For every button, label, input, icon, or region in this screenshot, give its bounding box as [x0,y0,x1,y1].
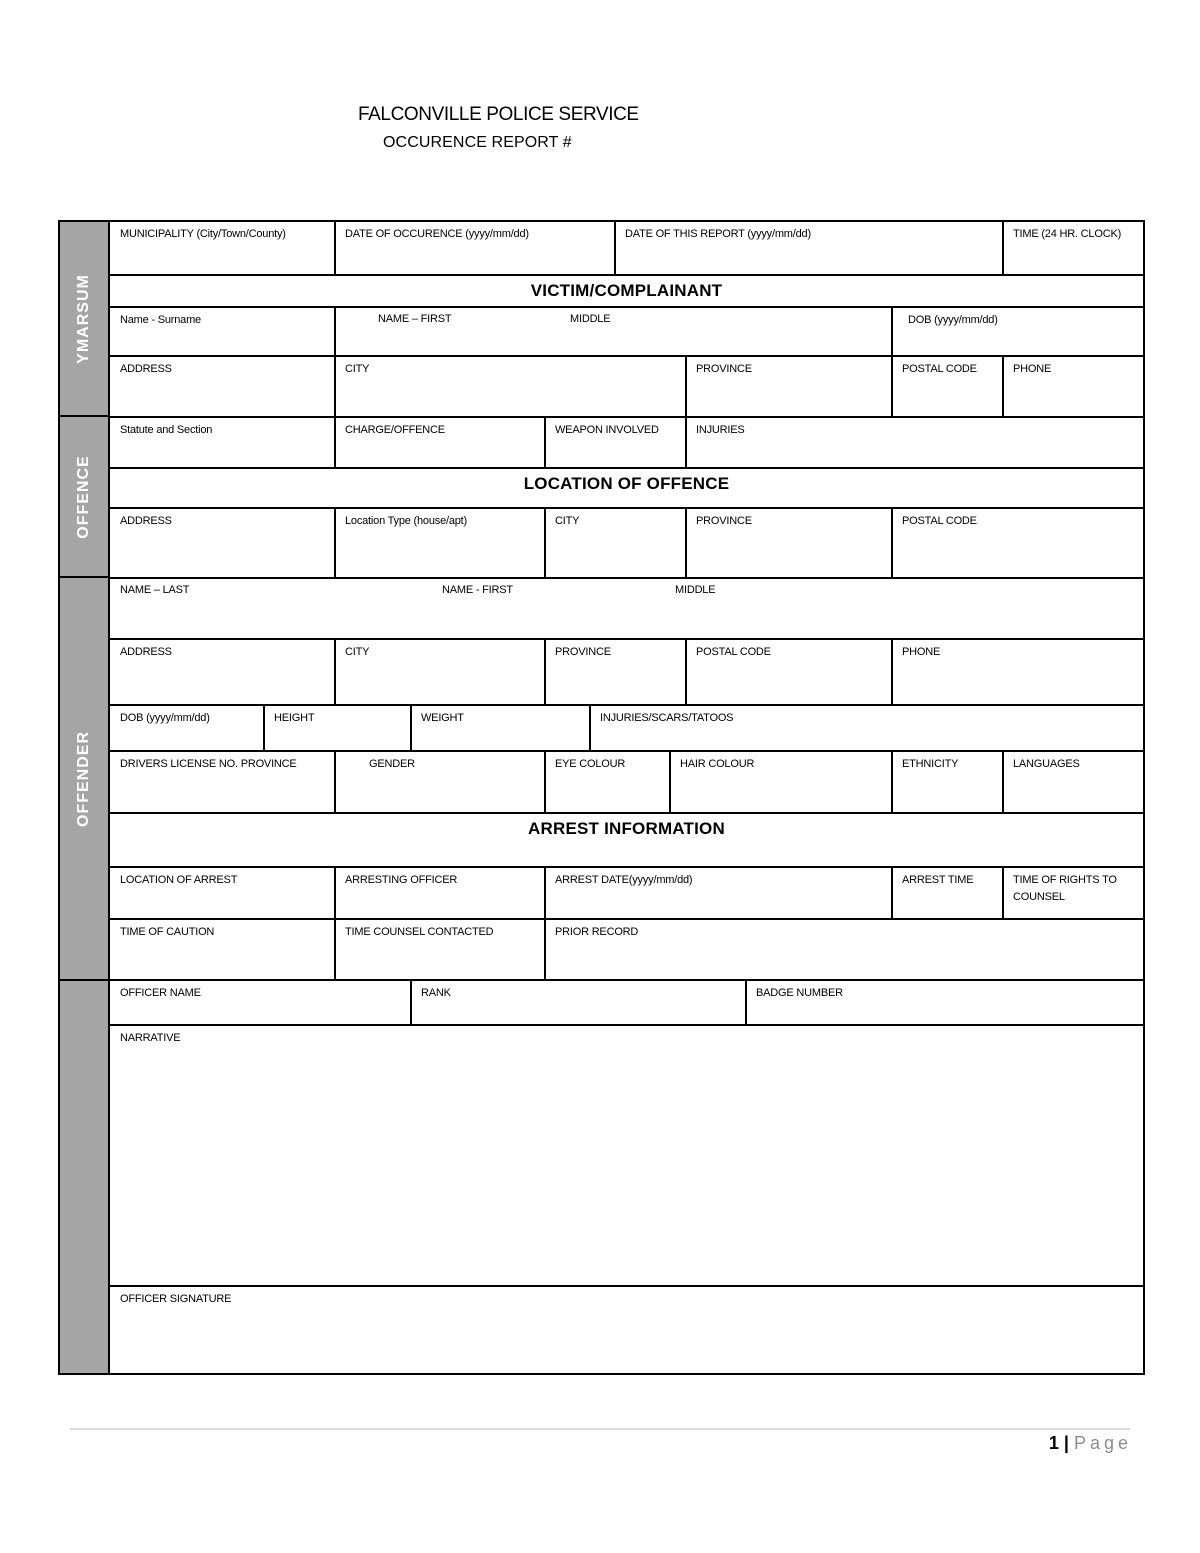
location-address-label: ADDRESS [120,515,172,527]
rights-to-counsel-field[interactable] [1002,868,1143,918]
rank-label: RANK [421,987,451,999]
date-of-occurence-label: DATE OF OCCURENCE (yyyy/mm/dd) [345,228,529,240]
offender-license-field[interactable] [110,752,334,812]
caution-row [110,920,1143,981]
location-postal-field[interactable] [891,509,1143,577]
statute-field[interactable] [110,418,334,467]
offender-license-label: DRIVERS LICENSE NO. PROVINCE [120,758,297,770]
offender-eye-label: EYE COLOUR [555,758,626,770]
victim-surname-label: Name - Surname [120,314,201,326]
sidebar-offence [58,415,110,578]
offender-hair-label: HAIR COLOUR [680,758,755,770]
arrest-date-label: ARREST DATE(yyyy/mm/dd) [555,874,693,886]
arrest-date-field[interactable] [544,868,891,918]
report-subtitle: OCCURENCE REPORT # [383,134,572,151]
arrest-location-field[interactable] [110,868,334,918]
charge-field[interactable] [334,418,544,467]
sidebar-officer [58,979,110,1375]
arrest-location-label: LOCATION OF ARREST [120,874,238,886]
offender-address-label: ADDRESS [120,646,172,658]
municipality-field[interactable] [110,222,334,274]
location-province-field[interactable] [685,509,891,577]
charge-label: CHARGE/OFFENCE [345,424,445,436]
offender-ethnicity-label: ETHNICITY [902,758,959,770]
victim-phone-label: PHONE [1013,363,1052,375]
badge-number-field[interactable] [745,981,1143,1024]
offender-name-field[interactable] [110,579,1143,638]
offender-height-label: HEIGHT [274,712,315,724]
narrative-field[interactable] [110,1026,1143,1285]
arresting-officer-label: ARRESTING OFFICER [345,874,458,886]
page-label: Page [1073,1433,1132,1453]
summary-row [110,222,1143,276]
page-footer [1049,1433,1132,1454]
prior-record-label: PRIOR RECORD [555,926,639,938]
location-heading: LOCATION OF OFFENCE [523,474,730,493]
injuries-field[interactable] [685,418,1143,467]
caution-time-label: TIME OF CAUTION [120,926,215,938]
location-province-label: PROVINCE [696,515,752,527]
offender-scars-label: INJURIES/SCARS/TATOOS [600,712,734,724]
offender-dob-field[interactable] [110,706,263,750]
offender-phone-field[interactable] [891,640,1143,704]
sidebar-offence-label: OFFENCE [75,454,92,539]
narrative-label: NARRATIVE [120,1032,181,1044]
offender-physical-row [110,706,1143,752]
page-separator: | [1063,1433,1069,1453]
date-of-report-label: DATE OF THIS REPORT (yyyy/mm/dd) [625,228,811,240]
sidebar-offender-label: OFFENDER [75,730,92,827]
sidebar-summary-label: YMARSUM [75,273,92,364]
municipality-label: MUNICIPALITY (City/Town/County) [120,228,286,240]
victim-middle-label: MIDDLE [570,313,611,325]
prior-record-field[interactable] [544,920,1143,979]
location-address-field[interactable] [110,509,334,577]
offender-first-label: NAME - FIRST [442,584,513,596]
offender-height-field[interactable] [263,706,410,750]
arrest-heading-row [110,814,1143,868]
offender-gender-label: GENDER [369,758,415,770]
date-of-occurence-field[interactable] [334,222,614,274]
victim-first-label: NAME – FIRST [378,313,452,325]
badge-number-label: BADGE NUMBER [756,987,843,999]
offender-last-label: NAME – LAST [120,584,190,596]
victim-province-field[interactable] [685,357,891,416]
victim-address-row [110,357,1143,418]
location-type-field[interactable] [334,509,544,577]
victim-dob-label: DOB (yyyy/mm/dd) [908,314,998,326]
counsel-contacted-field[interactable] [334,920,544,979]
arrest-heading: ARREST INFORMATION [528,819,725,838]
offender-identity-row [110,752,1143,814]
offender-postal-field[interactable] [685,640,891,704]
time-field[interactable] [1002,222,1143,274]
offender-dob-label: DOB (yyyy/mm/dd) [120,712,210,724]
arresting-officer-field[interactable] [334,868,544,918]
offender-weight-label: WEIGHT [421,712,464,724]
location-type-label: Location Type (house/apt) [345,515,467,527]
sidebar-offender [58,576,110,981]
offence-row [110,418,1143,469]
offender-province-field[interactable] [544,640,685,704]
officer-name-label: OFFICER NAME [120,987,201,999]
offender-middle-label: MIDDLE [675,584,716,596]
offender-name-row [110,579,1143,640]
offender-hair-field[interactable] [669,752,891,812]
form-grid [110,220,1145,1375]
statute-label: Statute and Section [120,424,213,436]
offender-languages-field[interactable] [1002,752,1143,812]
date-of-report-field[interactable] [614,222,1002,274]
narrative-row [110,1026,1143,1287]
victim-first-middle-field[interactable] [334,308,891,355]
victim-address-label: ADDRESS [120,363,172,375]
weapon-field[interactable] [544,418,685,467]
location-city-field[interactable] [544,509,685,577]
victim-heading-row [110,276,1143,308]
officer-signature-label: OFFICER SIGNATURE [120,1293,232,1305]
officer-name-field[interactable] [110,981,410,1024]
page-number: 1 [1048,1433,1059,1453]
sidebar-summary [58,220,110,417]
rights-to-counsel-label: TIME OF RIGHTS TO COUNSEL [1013,874,1117,903]
offender-postal-label: POSTAL CODE [696,646,771,658]
location-heading-row [110,469,1143,509]
weapon-label: WEAPON INVOLVED [555,424,659,436]
report-title: FALCONVILLE POLICE SERVICE [358,104,639,125]
offender-ethnicity-field[interactable] [891,752,1002,812]
victim-address-field[interactable] [110,357,334,416]
victim-province-label: PROVINCE [696,363,752,375]
time-label: TIME (24 HR. CLOCK) [1013,228,1122,240]
victim-heading: VICTIM/COMPLAINANT [530,281,723,300]
victim-dob-field[interactable] [891,308,1143,355]
arrest-time-label: ARREST TIME [902,874,974,886]
offender-weight-field[interactable] [410,706,589,750]
offender-province-label: PROVINCE [555,646,611,658]
offender-city-field[interactable] [334,640,544,704]
offender-address-field[interactable] [110,640,334,704]
offender-scars-field[interactable] [589,706,1143,750]
victim-postal-field[interactable] [891,357,1002,416]
offender-city-label: CITY [345,646,370,658]
signature-row [110,1287,1143,1375]
occurrence-report-form [58,220,1145,1375]
victim-surname-field[interactable] [110,308,334,355]
injuries-label: INJURIES [696,424,745,436]
victim-phone-field[interactable] [1002,357,1143,416]
location-city-label: CITY [555,515,580,527]
victim-city-label: CITY [345,363,370,375]
officer-row [110,981,1143,1026]
counsel-contacted-label: TIME COUNSEL CONTACTED [345,926,494,938]
victim-city-field[interactable] [334,357,685,416]
victim-name-row [110,308,1143,357]
offender-languages-label: LANGUAGES [1013,758,1080,770]
offender-gender-field[interactable] [334,752,544,812]
offender-phone-label: PHONE [902,646,941,658]
offender-address-row [110,640,1143,706]
offender-eye-field[interactable] [544,752,669,812]
location-postal-label: POSTAL CODE [902,515,977,527]
caution-time-field[interactable] [110,920,334,979]
officer-signature-field[interactable] [110,1287,1143,1375]
arrest-details-row [110,868,1143,920]
victim-postal-label: POSTAL CODE [902,363,977,375]
arrest-time-field[interactable] [891,868,1002,918]
location-row [110,509,1143,579]
footer-divider [70,1428,1130,1430]
rank-field[interactable] [410,981,745,1024]
